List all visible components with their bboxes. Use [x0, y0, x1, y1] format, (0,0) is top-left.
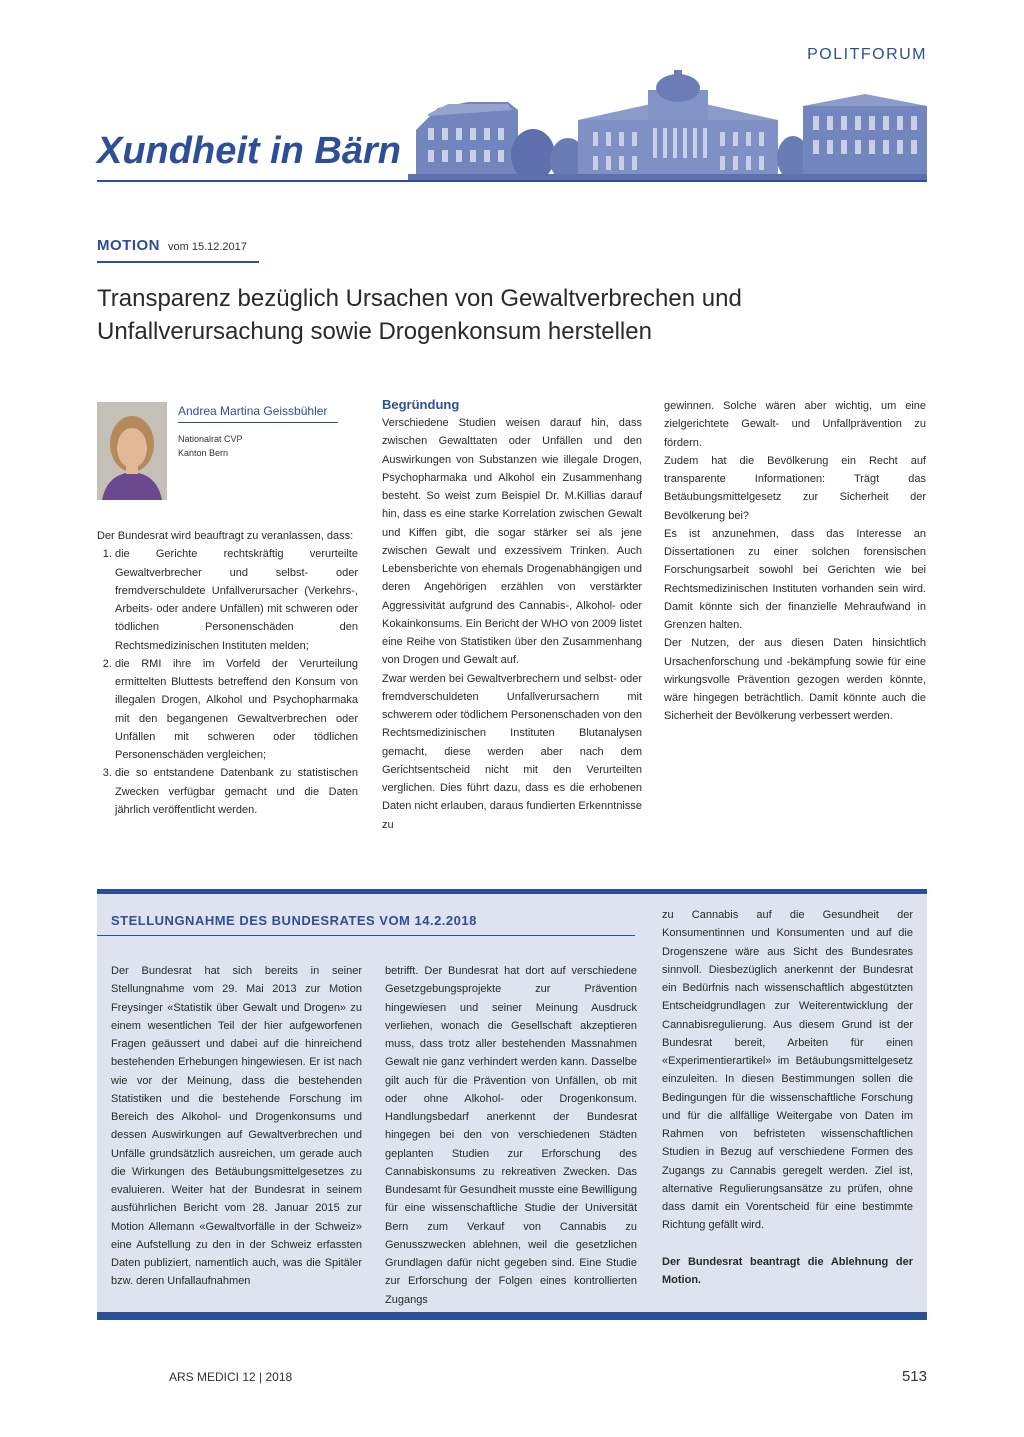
begruendung-column: [382, 396, 642, 834]
article-title: Transparenz bezüglich Ursachen von Gewaltverbrechen und Unfallverursachung sowie Drogenkonsum herstellen: [97, 285, 742, 345]
paragraph: betrifft. Der Bundesrat hat dort auf verschiedene Gesetzgebungsprojekte zur Prävention hingewiesen und seiner Meinung Ausdruck verliehen, wonach die Gesellschaft akzeptieren muss, dass trotz aller bestehenden Massnahmen Gewalt nie ganz verhindert werden kann. Dasselbe gilt auch für die Prävention von Unfällen, ob mit oder ohne Alkohol- oder Drogenkonsum. Handlungsbedarf anerkennt der Bundesrat hingegen bei den von verschiedenen Städten geplanten Studien zur Erforschung des Cannabiskonsums zu rekreativen Zwecken. Das Bundesamt für Gesundheit musste eine Bewilligung für eine wissenschaftliche Studie der Universität Bern zum Verkauf von Cannabis zu Genusszwecken ablehnen, weil die gesetzlichen Grundlagen dafür nicht gegeben sind. Eine Studie zur Erforschung der Folgen eines kontrollierten Zugangs: [385, 965, 637, 1306]
begruendung-column-continued: [664, 397, 926, 726]
motion-keyword: MOTION: [97, 237, 160, 254]
motion-date: vom 15.12.2017: [168, 241, 247, 253]
author-party: Nationalrat CVP: [178, 434, 243, 444]
author-name: Andrea Martina Geissbühler: [178, 404, 328, 418]
paragraph: Es ist anzunehmen, dass das Interesse an Dissertationen zu einer solchen forensischen Forschungsarbeit sowohl bei Gerichten wie bei Rechtsmedizinischen Instituten vorhanden sein wird. Damit könnte sich der finanzielle Mehraufwand in Grenzen halten.: [664, 527, 926, 631]
paragraph: Der Bundesrat hat sich bereits in seiner Stellungnahme vom 29. Mai 2013 zur Motion Freysinger «Statistik über Gewalt und Drogen» zu einem wesentlichen Teil der hier aufgeworfenen Fragen geäussert und dabei auf die hinreichend bestehenden Erhebungen hingewiesen. Er ist nach wie vor der Meinung, dass die bestehenden Statistiken und die bestehende Forschung im Bereich des Alkohol- und Drogenkonsums und dessen Auswirkungen auf Gewaltverbrechen und Unfälle grundsätzlich ausreichen, um gerade auch die Wirkungen des Betäubungsmittelgesetzes zu evaluieren. Weiter hat der Bundesrat in seinem ausführlichen Bericht vom 28. Januar 2015 zur Motion Allemann «Gewaltvorfälle in der Schweiz» eine Aufstellung zu den in der Schweiz erfassten Daten publiziert, namentlich auch, was die Spitäler bzw. deren Unfallaufnahmen: [111, 965, 362, 1288]
stellungnahme-heading-rule: [97, 935, 635, 936]
author-divider: [178, 422, 338, 423]
list-item: 3. die so entstandene Datenbank zu statistischen Zwecken verfügbar gemacht und die Daten jährlich veröffentlicht werden.: [115, 764, 358, 819]
author-role: [178, 432, 243, 460]
motion-intro: Der Bundesrat wird beauftragt zu veranlassen, dass:: [97, 530, 354, 542]
author-canton: Kanton Bern: [178, 448, 229, 458]
stellungnahme-conclusion: Der Bundesrat beantragt die Ablehnung der Motion.: [662, 1255, 913, 1286]
motion-header: [97, 237, 247, 254]
section-label: POLITFORUM: [807, 46, 927, 63]
stellungnahme-column-3: [662, 906, 913, 1289]
begruendung-heading: Begründung: [382, 397, 460, 412]
paragraph: Zwar werden bei Gewaltverbrechern und selbst- oder fremdverschuldeten Unfallverursachern mit schwerem oder tödlichem Personenschaden von den Rechtsmedizinischen Instituten Blutanalysen gemacht, diese werden aber nach dem Gerichtsentscheid nicht mit den Verurteilten verglichen. Dies führt dazu, dass es die erhobenen Daten nicht erlauben, daraus fundierten Erkenntnisse zu: [382, 672, 642, 831]
parliament-skyline-illustration: [408, 70, 927, 181]
paragraph: zu Cannabis auf die Gesundheit der Konsumentinnen und Konsumenten und auf die Drogenszene wäre aus Sicht des Bundesrates sinnvoll. Diesbezüglich anerkennt der Bundesrat ein Bedürfnis nach wissenschaftlich abgestützten Entscheidgrundlagen zur Weiterentwicklung der Cannabisregulierung. Aus diesem Grund ist der Bundesrat bereit, Arbeiten für einen «Experimentierartikel» im Betäubungsmittelgesetz einzuleiten. In diesen Bestimmungen sollen die Bedingungen für die wissenschaftliche Forschung und für die allfällige Weitergabe von Daten im Rahmen von befristeten wissenschaftlichen Studien in Bezug auf verschiedene Formen des Zugangs zu Cannabis geregelt werden. Ziel ist, alternative Regulierungsansätze zu prüfen, ohne dass damit ein Vorentscheid für eine bestimmte Richtung gefällt wird.: [662, 909, 913, 1232]
stellungnahme-top-bar: [97, 889, 927, 894]
motion-demands-list: [97, 545, 358, 819]
stellungnahme-column-2: [385, 962, 637, 1309]
stellungnahme-column-1: [111, 962, 362, 1291]
list-item: 1. die Gerichte rechtskräftig verurteilte Gewaltverbrecher und selbst- oder fremdverschuldete Unfallverursacher (Verkehrs-, Arbeits- oder andere Unfällen) mit schweren oder tödlichen Personenschäden den Rechtsmedizinischen Instituten melden;: [115, 545, 358, 655]
motion-underline: [97, 261, 259, 263]
footer-journal: ARS MEDICI 12 | 2018: [169, 1370, 293, 1384]
masthead-divider: [97, 180, 927, 182]
stellungnahme-bottom-bar: [97, 1312, 927, 1320]
paragraph: Verschiedene Studien weisen darauf hin, dass zwischen Gewalttaten oder Unfällen und den Auswirkungen von Substanzen wie illegale Drogen, Psychopharmaka und Alkohol ein Zusammenhang besteht. So weist zum Beispiel Dr. M.Killias darauf hin, dass es eine starke Korrelation zwischen Gewalt und Kiffen gibt, die sogar stärker sei als jene zwischen Gewalt und exzessivem Trinken. Auch Lebensberichte von ehemals Drogenabhängigen und deren Angehörigen erzählen von verstärkter Aggressivität aufgrund des Cannabis-, Alkohol- oder Kokainkonsums. Ein Bericht der WHO von 2009 listet eine Reihe von Statistiken über den Zusammenhang von Drogen und Gewalt auf.: [382, 417, 642, 667]
author-photo: [97, 402, 167, 500]
motion-text-column: [97, 527, 358, 819]
list-item: 2. die RMI ihre im Vorfeld der Verurteilung ermittelten Bluttests betreffend den Konsum von illegalen Drogen, Alkohol und Psychopharmaka mit den begangenen Gewaltverbrechen oder Unfällen mit schweren oder tödlichen Personenschäden vergleichen;: [115, 655, 358, 765]
paragraph: Der Nutzen, der aus diesen Daten hinsichtlich Ursachenforschung und -bekämpfung sowie für eine wirkungsvolle Prävention gezogen werden könnte, wäre hingegen beträchtlich. Damit könnte auch die Sicherheit der Bevölkerung verbessert werden.: [664, 637, 926, 723]
page-number: 513: [901, 1368, 927, 1385]
masthead-title: Xundheit in Bärn: [97, 130, 401, 172]
stellungnahme-heading: STELLUNGNAHME DES BUNDESRATES VOM 14.2.2018: [111, 913, 477, 928]
paragraph: gewinnen. Solche wären aber wichtig, um eine zielgerichtete Gewalt- und Unfallprävention zu fördern.: [664, 400, 926, 449]
paragraph: Zudem hat die Bevölkerung ein Recht auf transparente Informationen: Trägt das Betäubungsmittelgesetz zur Sicherheit der Bevölkerung bei?: [664, 454, 926, 522]
